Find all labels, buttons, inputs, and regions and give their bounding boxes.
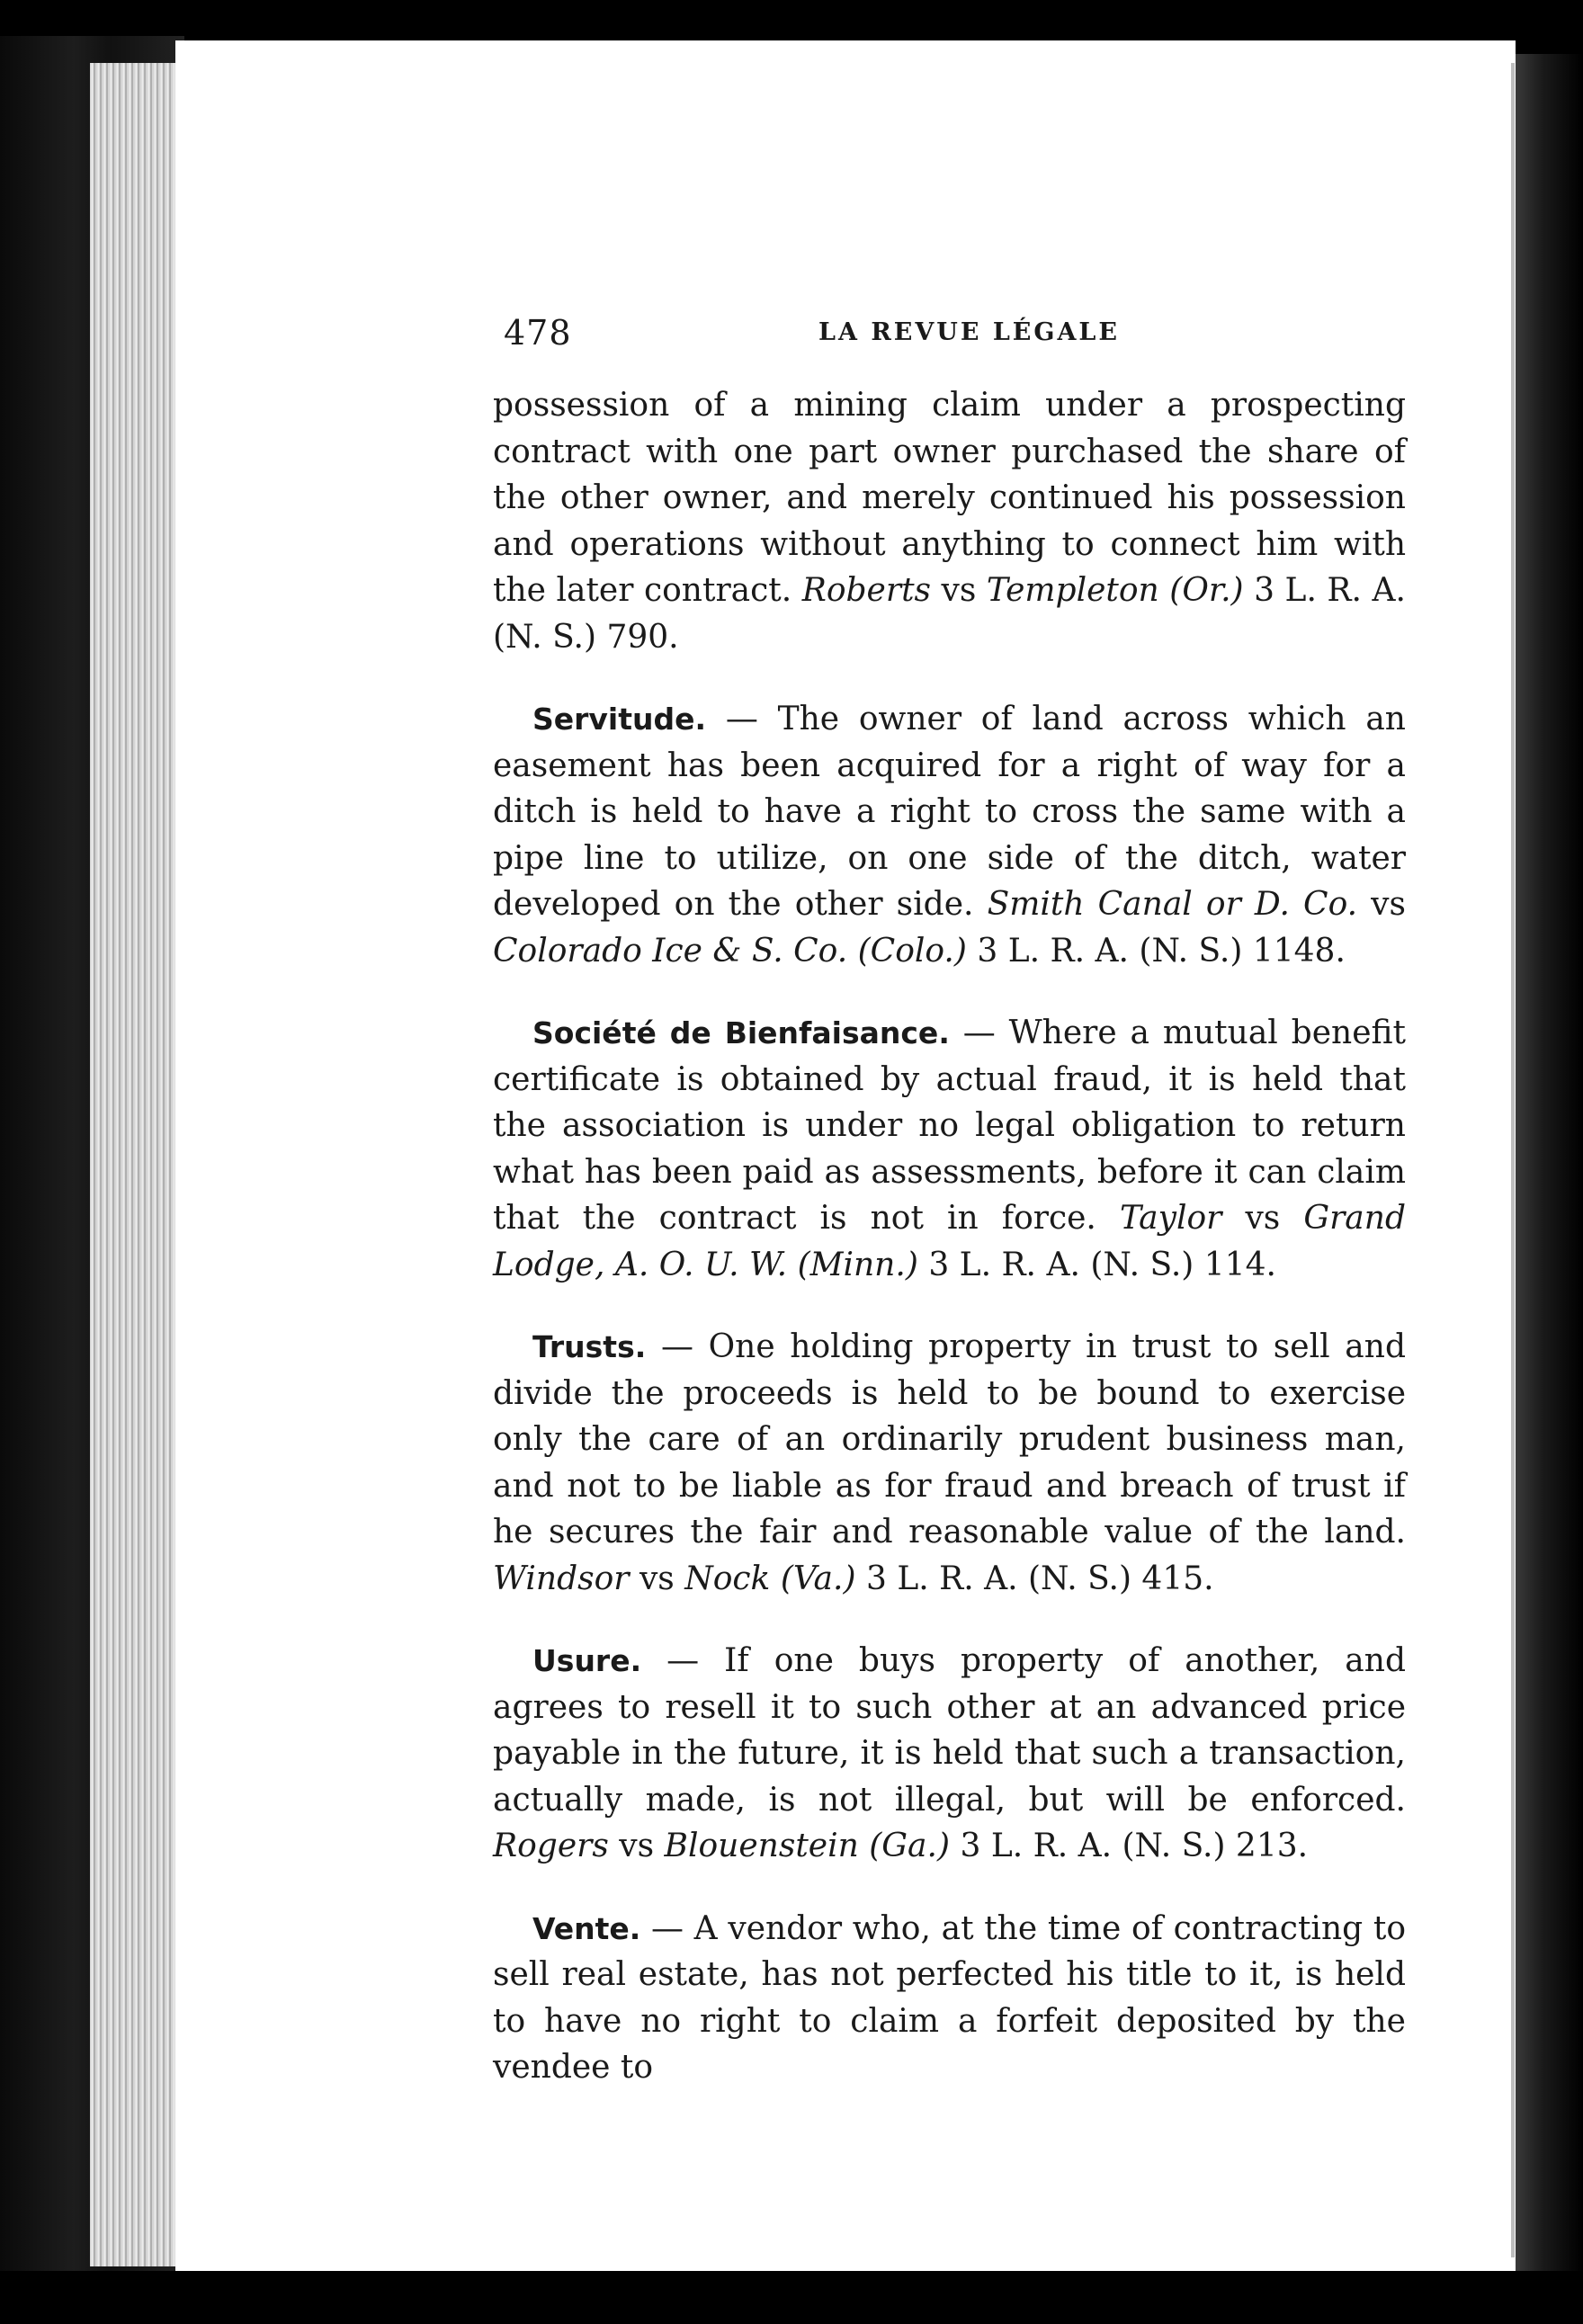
case-report: 3 L. R. A. (N. S.) 213.	[960, 1828, 1309, 1864]
entry-societe-de-bienfaisance	[493, 1010, 1406, 1288]
case-party-b: Grand Lodge, A. O. U. W.	[493, 1200, 1406, 1283]
case-party-a: Rogers	[493, 1828, 609, 1864]
scan-border-right	[1516, 54, 1583, 2275]
case-jurisdiction: (Minn.)	[797, 1246, 918, 1283]
page-stack-edge	[90, 63, 189, 2266]
entry-usure	[493, 1638, 1406, 1870]
case-jurisdiction: (Or.)	[1169, 572, 1244, 609]
entry-term: Trusts.	[532, 1329, 647, 1364]
page-number: 478	[504, 313, 572, 353]
entry-term: Vente.	[532, 1910, 641, 1946]
page-right-shadow	[1511, 63, 1515, 2257]
versus-label: vs	[1245, 1200, 1281, 1237]
case-party-b: Blouenstein	[664, 1828, 859, 1864]
versus-label: vs	[619, 1828, 655, 1864]
paragraph-text: possession of a mining claim under a prospecting contract with one part owner purchased the share of the other owner, and merely continued his possession and operations without anything to connect him with the later contract.	[493, 387, 1406, 609]
running-title: LA REVUE LÉGALE	[818, 318, 1120, 346]
scan-border-bottom	[0, 2271, 1583, 2324]
case-report: 3 L. R. A. (N. S.) 415.	[865, 1560, 1214, 1597]
scan-border-top	[0, 0, 1583, 45]
versus-label: vs	[941, 572, 977, 609]
continuation-paragraph	[493, 382, 1406, 660]
case-report: 3 L. R. A. (N. S.) 790.	[493, 572, 1406, 656]
case-report: 3 L. R. A. (N. S.) 1148.	[977, 932, 1346, 970]
versus-label: vs	[639, 1560, 675, 1597]
entry-text: — The owner of land across which an easement has been acquired for a right of way for a ditch is held to have a right to cross the same with a pipe line to utilize, on one side of the ditch, water developed on the other side.	[493, 701, 1406, 923]
case-party-a: Taylor	[1119, 1200, 1222, 1237]
page-body	[493, 382, 1406, 2091]
case-party-b: Nock	[684, 1560, 771, 1597]
case-report: 3 L. R. A. (N. S.) 114.	[928, 1246, 1276, 1283]
entry-term: Usure.	[532, 1643, 642, 1678]
page-header	[504, 313, 1408, 358]
entry-servitude	[493, 696, 1406, 974]
entry-text: — A vendor who, at the time of contracting to sell real estate, has not perfected his title to it, is held to have no right to claim a forfeit deposited by the vendee to	[493, 1909, 1406, 2086]
entry-text: — If one buys property of another, and agrees to resell it to such other at an advanced price payable in the future, it is held that such a transaction, actually made, is not illegal, but will be enforced.	[493, 1642, 1406, 1819]
entry-text: — One holding property in trust to sell and divide the proceeds is held to be bound to exercise only the care of an ordinarily prudent business man, and not to be liable as for fraud and breach of trust if he secures the fair and reasonable value of the land.	[493, 1328, 1406, 1551]
case-party-a: Smith Canal or D. Co.	[987, 886, 1358, 923]
entry-vente	[493, 1906, 1406, 2091]
entry-text: — Where a mutual benefit certificate is obtained by actual fraud, it is held that the association is under no legal obligation to return what has been paid as assessments, before it can claim that the contract is not in force.	[493, 1015, 1406, 1237]
case-party-b: Colorado Ice & S. Co.	[493, 932, 848, 970]
entry-term: Servitude.	[532, 702, 707, 737]
case-party-b: Templeton	[986, 572, 1159, 609]
case-jurisdiction: (Colo.)	[857, 932, 967, 970]
entry-trusts	[493, 1324, 1406, 1602]
case-jurisdiction: (Ga.)	[869, 1828, 951, 1864]
case-party-a: Roberts	[801, 572, 932, 609]
entry-term: Société de Bienfaisance.	[532, 1015, 950, 1050]
versus-label: vs	[1371, 886, 1406, 923]
case-party-a: Windsor	[493, 1560, 630, 1597]
case-jurisdiction: (Va.)	[780, 1560, 856, 1597]
